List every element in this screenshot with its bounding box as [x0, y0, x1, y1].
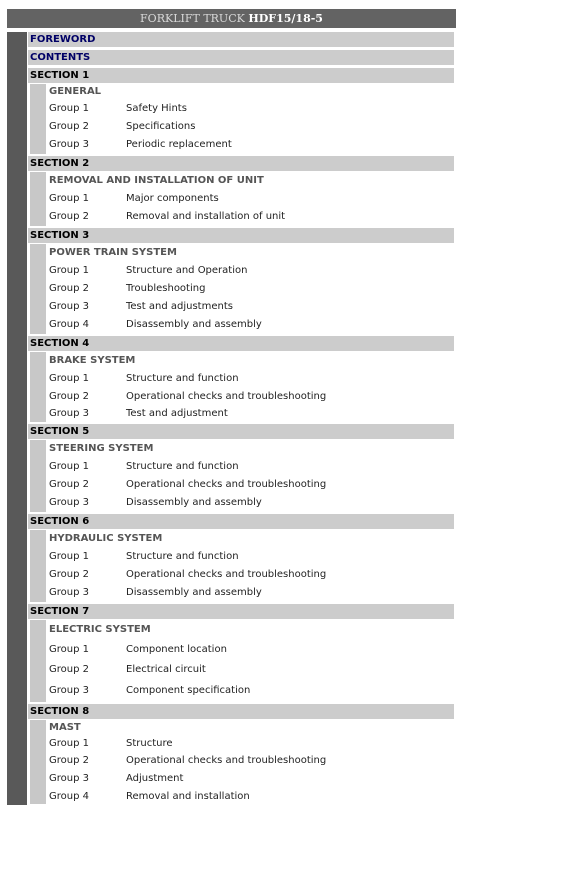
section-8-indent-bar: [30, 720, 46, 804]
section-3-header[interactable]: SECTION 3: [28, 228, 454, 243]
section-8-header[interactable]: SECTION 8: [28, 704, 454, 719]
group-label[interactable]: Group 1: [49, 373, 89, 384]
group-link[interactable]: Adjustment: [126, 773, 184, 784]
section-4-header[interactable]: SECTION 4: [28, 336, 454, 351]
section-4-title: BRAKE SYSTEM: [49, 355, 136, 366]
group-link[interactable]: Structure and function: [126, 551, 239, 562]
group-label[interactable]: Group 3: [49, 139, 89, 150]
group-link[interactable]: Periodic replacement: [126, 139, 232, 150]
group-label[interactable]: Group 2: [49, 569, 89, 580]
section-4-indent-bar: [30, 352, 46, 422]
group-link[interactable]: Operational checks and troubleshooting: [126, 755, 327, 766]
group-label[interactable]: Group 1: [49, 103, 89, 114]
contents-label[interactable]: CONTENTS: [30, 52, 91, 63]
group-link[interactable]: Component location: [126, 644, 227, 655]
group-label[interactable]: Group 1: [49, 461, 89, 472]
group-link[interactable]: Operational checks and troubleshooting: [126, 569, 327, 580]
group-label[interactable]: Group 3: [49, 685, 89, 696]
group-label[interactable]: Group 4: [49, 319, 89, 330]
group-label[interactable]: Group 2: [49, 211, 89, 222]
group-label[interactable]: Group 1: [49, 193, 89, 204]
section-1-indent-bar: [30, 84, 46, 154]
section-5-header[interactable]: SECTION 5: [28, 424, 454, 439]
group-label[interactable]: Group 1: [49, 644, 89, 655]
section-8-title: MAST: [49, 722, 81, 733]
group-label[interactable]: Group 4: [49, 791, 89, 802]
foreword-label[interactable]: FOREWORD: [30, 34, 96, 45]
group-label[interactable]: Group 2: [49, 755, 89, 766]
group-label[interactable]: Group 1: [49, 738, 89, 749]
group-link[interactable]: Operational checks and troubleshooting: [126, 391, 327, 402]
group-link[interactable]: Structure and function: [126, 373, 239, 384]
left-sidebar-bar: [7, 32, 27, 805]
group-link[interactable]: Operational checks and troubleshooting: [126, 479, 327, 490]
group-link[interactable]: Disassembly and assembly: [126, 497, 262, 508]
group-link[interactable]: Removal and installation: [126, 791, 250, 802]
group-label[interactable]: Group 2: [49, 664, 89, 675]
group-label[interactable]: Group 3: [49, 408, 89, 419]
section-7-indent-bar: [30, 620, 46, 702]
section-5-title: STEERING SYSTEM: [49, 443, 154, 454]
section-6-header[interactable]: SECTION 6: [28, 514, 454, 529]
group-label[interactable]: Group 3: [49, 587, 89, 598]
group-link[interactable]: Troubleshooting: [126, 283, 206, 294]
section-1-title: GENERAL: [49, 86, 102, 97]
group-label[interactable]: Group 2: [49, 121, 89, 132]
title-prefix: FORKLIFT TRUCK: [140, 12, 249, 25]
section-2-header[interactable]: SECTION 2: [28, 156, 454, 171]
title-model: HDF15/18-5: [248, 12, 323, 25]
section-6-title: HYDRAULIC SYSTEM: [49, 533, 163, 544]
group-label[interactable]: Group 1: [49, 551, 89, 562]
group-link[interactable]: Disassembly and assembly: [126, 587, 262, 598]
section-7-header[interactable]: SECTION 7: [28, 604, 454, 619]
group-link[interactable]: Test and adjustment: [126, 408, 228, 419]
group-link[interactable]: Structure and function: [126, 461, 239, 472]
section-2-indent-bar: [30, 172, 46, 226]
section-1-header[interactable]: SECTION 1: [28, 68, 454, 83]
group-label[interactable]: Group 3: [49, 301, 89, 312]
group-link[interactable]: Structure and Operation: [126, 265, 248, 276]
group-link[interactable]: Safety Hints: [126, 103, 187, 114]
group-link[interactable]: Disassembly and assembly: [126, 319, 262, 330]
group-label[interactable]: Group 3: [49, 773, 89, 784]
section-3-title: POWER TRAIN SYSTEM: [49, 247, 177, 258]
foreword-link[interactable]: [28, 32, 454, 47]
group-link[interactable]: Specifications: [126, 121, 196, 132]
section-7-title: ELECTRIC SYSTEM: [49, 624, 151, 635]
group-link[interactable]: Test and adjustments: [126, 301, 233, 312]
group-link[interactable]: Electrical circuit: [126, 664, 206, 675]
section-3-indent-bar: [30, 244, 46, 334]
group-label[interactable]: Group 2: [49, 283, 89, 294]
group-label[interactable]: Group 2: [49, 479, 89, 490]
group-label[interactable]: Group 1: [49, 265, 89, 276]
section-5-indent-bar: [30, 440, 46, 512]
section-2-title: REMOVAL AND INSTALLATION OF UNIT: [49, 175, 264, 186]
group-link[interactable]: Structure: [126, 738, 173, 749]
group-link[interactable]: Component specification: [126, 685, 251, 696]
group-label[interactable]: Group 3: [49, 497, 89, 508]
contents-link[interactable]: [28, 50, 454, 65]
group-link[interactable]: Removal and installation of unit: [126, 211, 286, 222]
section-6-indent-bar: [30, 530, 46, 602]
group-link[interactable]: Major components: [126, 193, 219, 204]
group-label[interactable]: Group 2: [49, 391, 89, 402]
manual-title: [7, 9, 456, 28]
